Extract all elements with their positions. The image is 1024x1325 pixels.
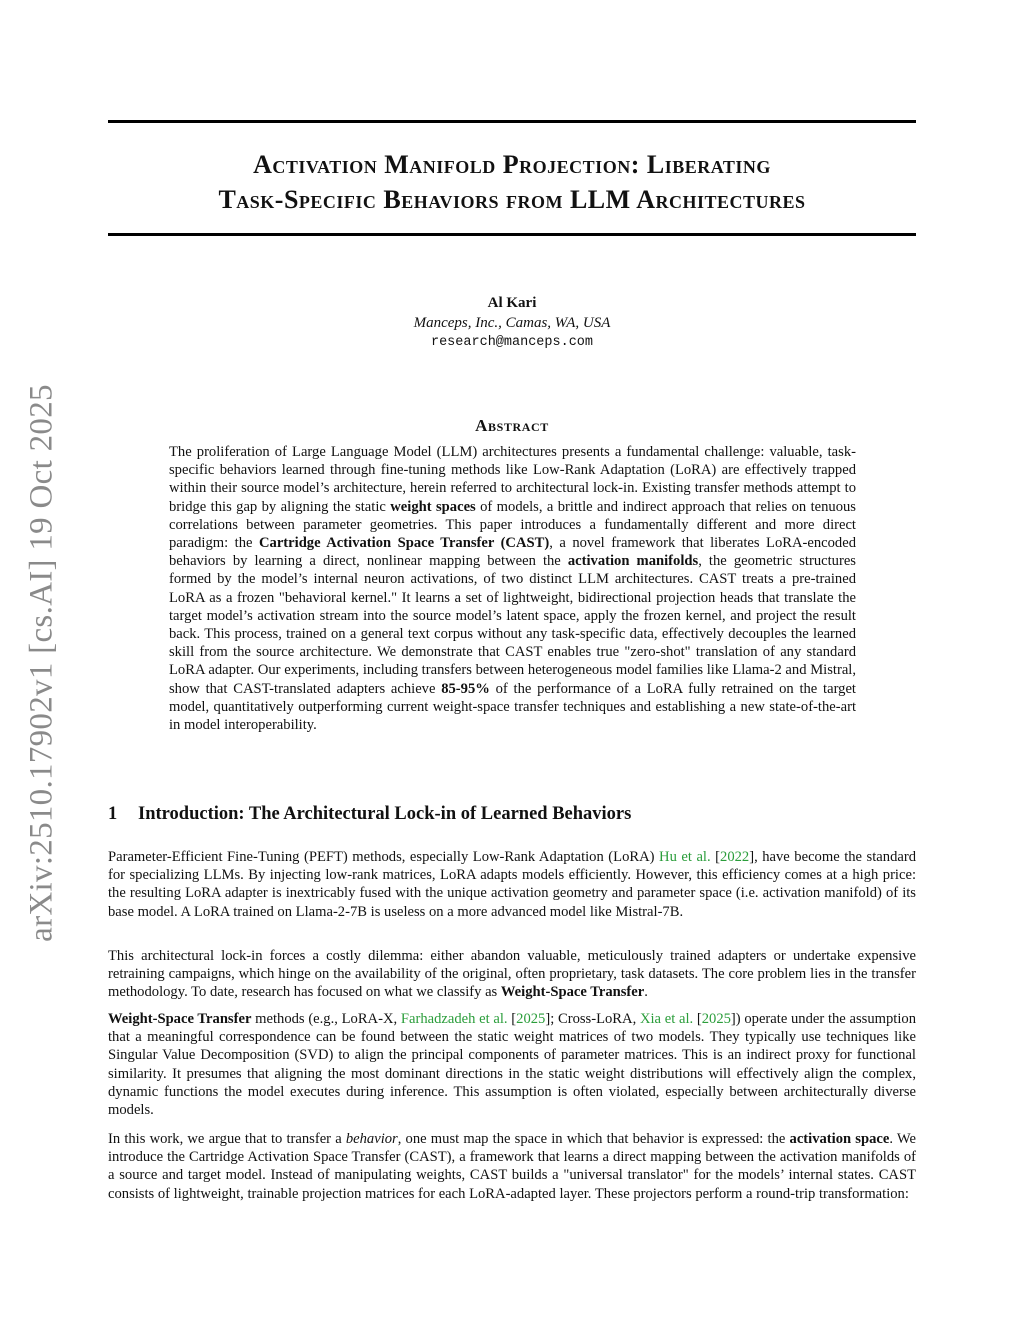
citation-hu-et-al[interactable]: Hu et al. — [659, 849, 711, 865]
abstract-heading: Abstract — [475, 416, 549, 435]
abstract-text-2: of models, a brittle and indirect approach that relies on tenuous correlations between parameter geometries. This paper introduces a fundamentally different and more direct paradigm: the — [169, 498, 856, 552]
p2-text-2: . — [644, 984, 648, 1001]
author-email[interactable]: research@manceps.com — [430, 335, 594, 350]
author-affiliation: Manceps, Inc., Camas, WA, USA — [413, 315, 611, 331]
paper-title-line-1: Activation Manifold Projection: Liberating — [253, 150, 771, 179]
p1-text-3: ], have become the standard for specializing LLMs. By injecting low-rank matrices, LoRA adapts models efficiently. However, this efficiency comes at a high price: the resulting LoRA adapter is inextricably fused with the unique activation geometry and parameter space (i.e. activation manifold) of its base model. A LoRA trained on Llama-2-7B is useless on a more advanced model like Mistral-7B. — [108, 849, 916, 920]
p4-text-3: . We introduce the Cartridge Activation Space Transfer (CAST), a framework that learns a direct mapping between the activation manifolds of a source and target model. Instead of manipulating weights, CAST builds a "universal translator" for the models’ internal states. CAST consists of lightweight, trainable projection matrices for each LoRA-adapted layer. These projectors perform a round-trip transformation: — [108, 1131, 916, 1202]
author-block — [108, 293, 916, 353]
p2-bold-weight-space-transfer: Weight-Space Transfer — [500, 984, 645, 1001]
p3-text-5: ]) operate under the assumption that a meaningful correspondence can be found between the static weight matrices of two models. They typically use techniques like Singular Value Decomposition (SVD) to align the principal components of parameter matrices. This is an indirect proxy for functional similarity. It presumes that aligning the most dominant directions in the static weight distributions will effectively align the complex, dynamic functions the model executes during inference. This assumption is often violated, especially between architecturally diverse models. — [108, 1011, 916, 1119]
abstract-bold-weight-spaces: weight spaces — [390, 498, 476, 515]
section-heading-introduction — [108, 802, 916, 826]
abstract-bold-cast: Cartridge Activation Space Transfer (CAST) — [258, 535, 550, 552]
paper-title-line-2: Task-Specific Behaviors from LLM Architectures — [218, 185, 806, 214]
p3-text-3: ]; Cross-LoRA, — [545, 1011, 640, 1027]
p2-text-1: This architectural lock-in forces a costly dilemma: either abandon valuable, meticulously trained adapters or undertake expensive retraining campaigns, which hinge on the availability of the original, often proprietary, task datasets. The core problem lies in the transfer methodology. To date, research has focused on what we classify as — [108, 948, 916, 1001]
p4-text-1: In this work, we argue that to transfer a — [108, 1131, 346, 1147]
section-title: Introduction: The Architectural Lock-in of Learned Behaviors — [138, 804, 632, 824]
abstract-text-4: , the geometric structures formed by the model’s internal neuron activations, of two distinct LLM architectures. CAST treats a pre-trained LoRA as a frozen "behavioral kernel." It learns a set of lightweight, bidirectional projection heads that translate the target model’s activation stream into the source model’s latent space, apply the frozen kernel, and project the result back. This process, trained on a general text corpus without any task-specific data, effectively decouples the learned skill from the source architecture. We demonstrate that CAST enables true "zero-shot" translation of any standard LoRA adapter. Our experiments, including transfers between heterogeneous model families like Llama-2 and Mistral, show that CAST-translated adapters achieve — [169, 553, 856, 697]
abstract-text-1: The proliferation of Large Language Model (LLM) architectures presents a fundamental challenge: valuable, task-specific behaviors learned through fine-tuning methods like Low-Rank Adaptation (LoRA) are effectively trapped within their source model’s architecture, herein referred to architectural lock-in. Existing transfer methods attempt to bridge this gap by aligning the static — [169, 444, 856, 515]
p3-text-1: methods (e.g., LoRA-X, — [251, 1011, 401, 1027]
author-name: Al Kari — [487, 295, 537, 311]
citation-year-2025-a[interactable]: 2025 — [516, 1011, 546, 1027]
citation-year-2025-b[interactable]: 2025 — [701, 1011, 731, 1027]
p4-italic-behavior: behavior — [345, 1131, 398, 1147]
p1-text-2: [ — [710, 849, 721, 865]
p3-text-2: [ — [507, 1011, 517, 1027]
p4-bold-activation-space: activation space — [789, 1131, 890, 1147]
citation-farhadzadeh-et-al[interactable]: Farhadzadeh et al. — [400, 1011, 508, 1027]
citation-year-2022[interactable]: 2022 — [720, 849, 750, 865]
arxiv-identifier — [16, 378, 68, 948]
paragraph-2 — [108, 947, 916, 1002]
abstract-text-3: , a novel framework that liberates LoRA-encoded behaviors by learning a direct, nonlinear mapping between the — [169, 535, 856, 570]
abstract-bold-percentage: 85-95% — [441, 680, 490, 697]
paragraph-1 — [108, 848, 916, 921]
title-top-rule — [108, 120, 916, 123]
p3-text-4: [ — [693, 1011, 702, 1027]
paper-title — [108, 147, 916, 217]
p3-bold-weight-space-transfer: Weight-Space Transfer — [108, 1011, 252, 1027]
arxiv-identifier-text: arXiv:2510.17902v1 [cs.AI] 19 Oct 2025 — [23, 384, 60, 942]
abstract-text-5: of the performance of a LoRA fully retrained on the target model, quantitatively outperforming current weight-space transfer techniques and establishing a new state-of-the-art in model interoperability. — [169, 680, 856, 734]
p4-text-2: , one must map the space in which that behavior is expressed: the — [397, 1131, 790, 1147]
section-number: 1 — [108, 804, 118, 824]
abstract-body — [169, 443, 856, 734]
paragraph-4 — [108, 1130, 916, 1203]
title-bottom-rule — [108, 233, 916, 236]
citation-xia-et-al[interactable]: Xia et al. — [639, 1011, 694, 1027]
p1-text-1: Parameter-Efficient Fine-Tuning (PEFT) methods, especially Low-Rank Adaptation (LoRA) — [108, 849, 660, 865]
abstract-bold-activation-manifolds: activation manifolds — [567, 553, 699, 570]
paragraph-3 — [108, 1010, 916, 1119]
